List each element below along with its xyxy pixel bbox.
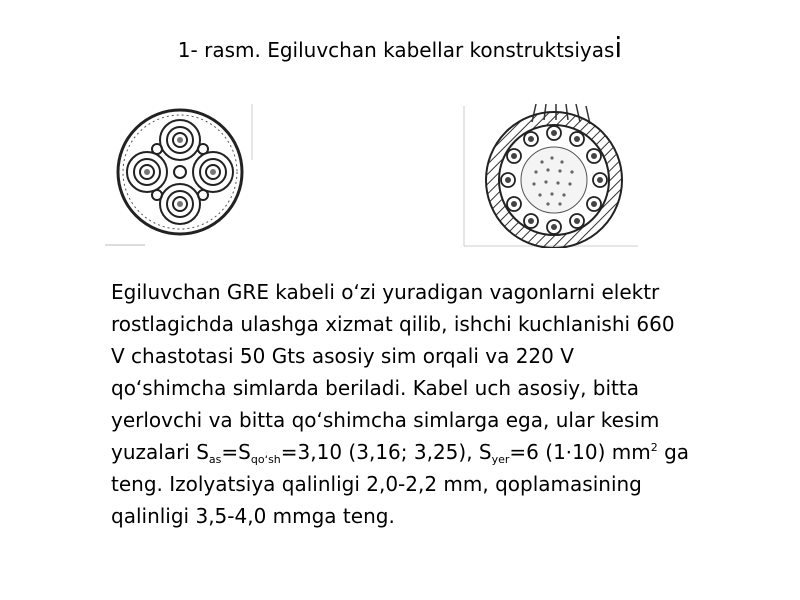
title-tail: i [614,31,623,64]
text-part-3: =6 (1⋅10) mm [509,440,651,464]
text-eq: =S [221,440,251,464]
title-main: 1- rasm. Egiluvchan kabellar konstruktsiyas [177,38,615,62]
text-part-4: ga teng. Izolyatsiya qalinligi 2,0-2,2 mm, qoplamasining qalinligi 3,5-4,0 mmga teng. [111,440,690,528]
text-part-1: Egiluvchan GRE kabeli oʻzi yuradigan vagonlarni elektr rostlagichda ulashga xizmat qilib, ishchi kuchlanishi 660 V chastotasi 50 Gts asosiy sim orqali va 220 V qoʻshimcha simlarda beriladi. Kabel uch asosiy, bitta yerlovchi va bitta qoʻshimcha simlarga ega, ular kesim yuzalari S [111,280,675,464]
subscript-as: as [208,453,222,466]
superscript-2: 2 [650,441,658,454]
cable-cross-section-left [105,100,253,246]
body-paragraph [111,276,691,532]
cable-cross-section-right [462,100,640,248]
subscript-qosh: qoʻsh [250,453,281,466]
slide-title [0,31,800,64]
subscript-yer: yer [491,453,510,466]
text-part-2: =3,10 (3,16; 3,25), S [280,440,492,464]
